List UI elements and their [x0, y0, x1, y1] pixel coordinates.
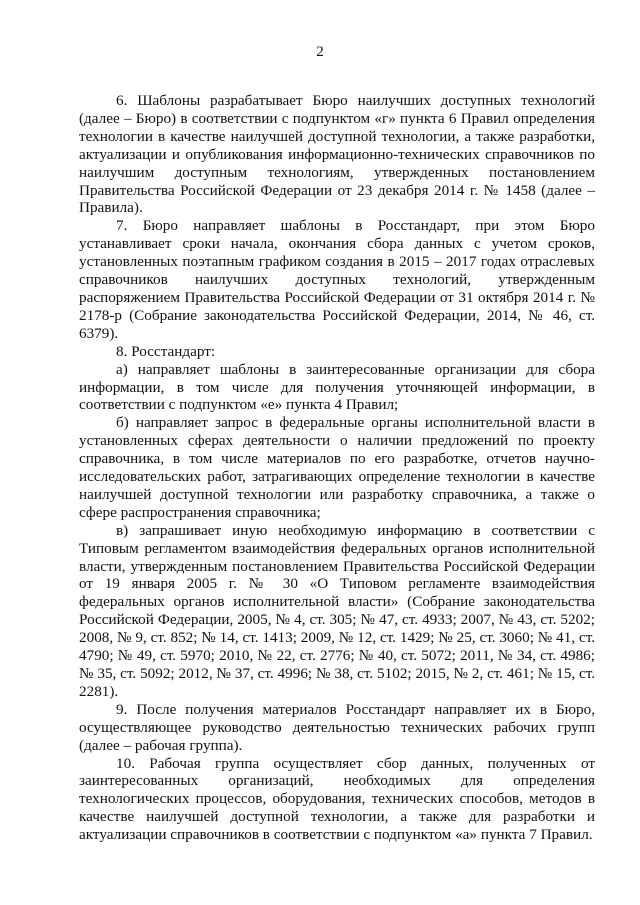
paragraph-7: 7. Бюро направляет шаблоны в Росстандарт, при этом Бюро устанавливает сроки начала, окончания сбора данных с учетом сроков, установленных поэтапным графиком создания в 2015 – 2017 годах отраслевых справочников наилучших доступных технологий, утвержденным распоряжением Правительства Российской Федерации от 31 октября 2014 г. № 2178-р (Собрание законодательства Российской Федерации, 2014, № 46, ст. 6379). — [79, 217, 595, 342]
paragraph-10: 10. Рабочая группа осуществляет сбор данных, полученных от заинтересованных организаций, необходимых для определения технологических процессов, оборудования, технических способов, методов в качестве наилучшей доступной технологии, а также для разработки и актуализации справочников в соответствии с подпунктом «а» пункта 7 Правил. — [79, 754, 595, 844]
paragraph-8-heading: 8. Росстандарт: — [116, 342, 216, 360]
page-number: 2 — [316, 44, 324, 60]
paragraph-8b: б) направляет запрос в федеральные органы исполнительной власти в установленных сферах деятельности о наличии предложений по проекту справочника, в том числе материалов по его разработке, отчетов научно-исследовательских работ, затрагивающих определение технологии в качестве наилучшей доступной технологии или разработку справочника, а также о сфере распространения справочника; — [79, 414, 595, 521]
paragraph-8v: в) запрашивает иную необходимую информацию в соответствии с Типовым регламентом взаимодействия федеральных органов исполнительной власти, утвержденным постановлением Правительства Российской Федерации от 19 января 2005 г. № 30 «О Типовом регламенте взаимодействия федеральных органов исполнительной власти» (Собрание законодательства Российской Федерации, 2005, № 4, ст. 305; № 47, ст. 4933; 2007, № 43, ст. 5202; 2008, № 9, ст. 852; № 14, ст. 1413; 2009, № 12, ст. 1429; № 25, ст. 3060; № 41, ст. 4790; № 49, ст. 5970; 2010, № 22, ст. 2776; № 40, ст. 5072; 2011, № 34, ст. 4986; № 35, ст. 5092; 2012, № 37, ст. 4996; № 38, ст. 5102; 2015, № 2, ст. 461; № 15, ст. 2281). — [79, 521, 595, 700]
document-body — [79, 92, 595, 844]
paragraph-6: 6. Шаблоны разрабатывает Бюро наилучших доступных технологий (далее – Бюро) в соответствии с подпунктом «г» пункта 6 Правил определения технологии в качестве наилучшей доступной технологии, а также разработки, актуализации и опубликования информационно-технических справочников по наилучшим доступным технологиям, утвержденных постановлением Правительства Российской Федерации от 23 декабря 2014 г. № 1458 (далее – Правила). — [79, 92, 595, 217]
paragraph-9: 9. После получения материалов Росстандарт направляет их в Бюро, осуществляющее руководство деятельностью технических рабочих групп (далее – рабочая группа). — [79, 700, 595, 754]
paragraph-8a: а) направляет шаблоны в заинтересованные организации для сбора информации, в том числе для получения уточняющей информации, в соответствии с подпунктом «е» пункта 4 Правил; — [79, 360, 595, 414]
